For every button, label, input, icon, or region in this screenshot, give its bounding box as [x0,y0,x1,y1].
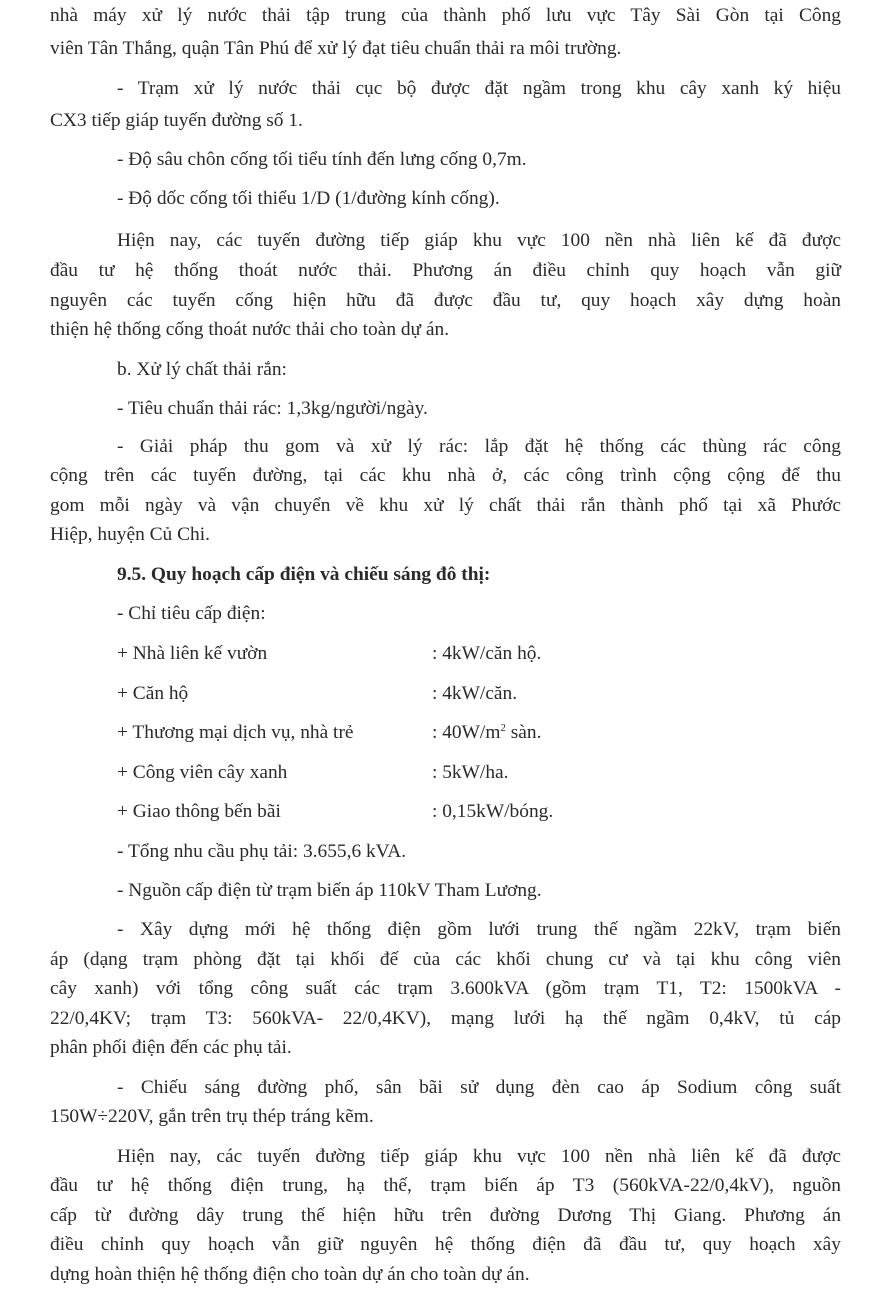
paragraph-line: nhà máy xử lý nước thải tập trung của thành phố lưu vực Tây Sài Gòn tại Công [50,5,841,26]
criteria-value [432,721,541,745]
subsection-title: b. Xử lý chất thải rắn: [117,359,287,380]
criteria-row [117,761,841,785]
paragraph-line: dựng hoàn thiện hệ thống điện cho toàn dự án cho toàn dự án. [50,1264,530,1285]
paragraph-line: thiện hệ thống cống thoát nước thải cho toàn dự án. [50,319,450,340]
paragraph-line: Hiện nay, các tuyến đường tiếp giáp khu vực 100 nền nhà liên kế đã được [117,1146,841,1167]
paragraph-line: đầu tư hệ thống thoát nước thải. Phương án điều chỉnh quy hoạch vẫn giữ [50,260,841,281]
criteria-value: : 0,15kW/bóng. [432,801,554,822]
paragraph-line: 150W÷220V, gắn trên trụ thép tráng kẽm. [50,1106,374,1127]
criteria-value: : 4kW/căn. [432,683,518,704]
criteria-label: + Giao thông bến bãi [117,801,281,822]
criteria-row [117,721,841,745]
list-item: - Độ dốc cống tối thiểu 1/D (1/đường kính cống). [117,188,500,209]
criteria-row [117,800,841,824]
paragraph-line: 22/0,4KV; trạm T3: 560kVA- 22/0,4KV), mạng lưới hạ thế ngầm 0,4kV, tủ cáp [50,1008,841,1029]
paragraph-line: điều chỉnh quy hoạch vẫn giữ nguyên hệ thống điện đã đầu tư, quy hoạch xây [50,1234,841,1255]
criteria-row [117,682,841,706]
paragraph-line: đầu tư hệ thống điện trung, hạ thế, trạm biến áp T3 (560kVA-22/0,4kV), nguồn [50,1175,841,1196]
paragraph-line: - Giải pháp thu gom và xử lý rác: lắp đặt hệ thống các thùng rác công [117,436,841,457]
criteria-value: : 4kW/căn hộ. [432,643,542,664]
criteria-value-text: : 40W/m [432,722,501,743]
paragraph-line: cấp từ đường dây trung thế hiện hữu trên đường Dương Thị Giang. Phương án [50,1205,841,1226]
list-item: - Tiêu chuẩn thải rác: 1,3kg/người/ngày. [117,398,428,419]
list-item: - Nguồn cấp điện từ trạm biến áp 110kV Tham Lương. [117,880,542,901]
paragraph-line: áp (dạng trạm phòng đặt tại khối đế của các khối chung cư và tại khu công viên [50,949,841,970]
paragraph-line: cộng trên các tuyến đường, tại các khu nhà ở, các công trình cộng cộng để thu [50,465,841,486]
criteria-label: + Căn hộ [117,683,189,704]
paragraph-line: - Chiếu sáng đường phố, sân bãi sử dụng đèn cao áp Sodium công suất [117,1077,841,1098]
section-heading: 9.5. Quy hoạch cấp điện và chiếu sáng đô thị: [117,564,491,585]
paragraph-line: cây xanh) với tổng công suất các trạm 3.600kVA (gồm trạm T1, T2: 1500kVA - [50,978,841,999]
paragraph-line: - Xây dựng mới hệ thống điện gồm lưới trung thế ngầm 22kV, trạm biến [117,919,841,940]
criteria-value: : 5kW/ha. [432,762,509,783]
paragraph-line: viên Tân Thắng, quận Tân Phú để xử lý đạt tiêu chuẩn thải ra môi trường. [50,38,622,59]
criteria-value-tail: sàn. [505,722,542,743]
list-item: - Độ sâu chôn cống tối tiểu tính đến lưng cống 0,7m. [117,149,527,170]
paragraph-line: gom mỗi ngày và vận chuyển về khu xử lý chất thải rắn thành phố tại xã Phước [50,495,841,516]
criteria-label: + Công viên cây xanh [117,762,288,783]
paragraph-line: Hiệp, huyện Củ Chi. [50,524,210,545]
superscript: 2 [500,722,506,734]
criteria-label: + Nhà liên kế vườn [117,643,268,664]
paragraph-line: - Trạm xử lý nước thải cục bộ được đặt ngầm trong khu cây xanh ký hiệu [117,78,841,99]
criteria-row [117,642,841,666]
paragraph-line: CX3 tiếp giáp tuyến đường số 1. [50,110,303,131]
paragraph-line: phân phối điện đến các phụ tải. [50,1037,292,1058]
paragraph-line: nguyên các tuyến cống hiện hữu đã được đầu tư, quy hoạch xây dựng hoàn [50,290,841,311]
criteria-label: + Thương mại dịch vụ, nhà trẻ [117,722,354,743]
paragraph-line: Hiện nay, các tuyến đường tiếp giáp khu vực 100 nền nhà liên kế đã được [117,230,841,251]
list-item: - Chỉ tiêu cấp điện: [117,603,266,624]
list-item: - Tổng nhu cầu phụ tải: 3.655,6 kVA. [117,841,407,862]
